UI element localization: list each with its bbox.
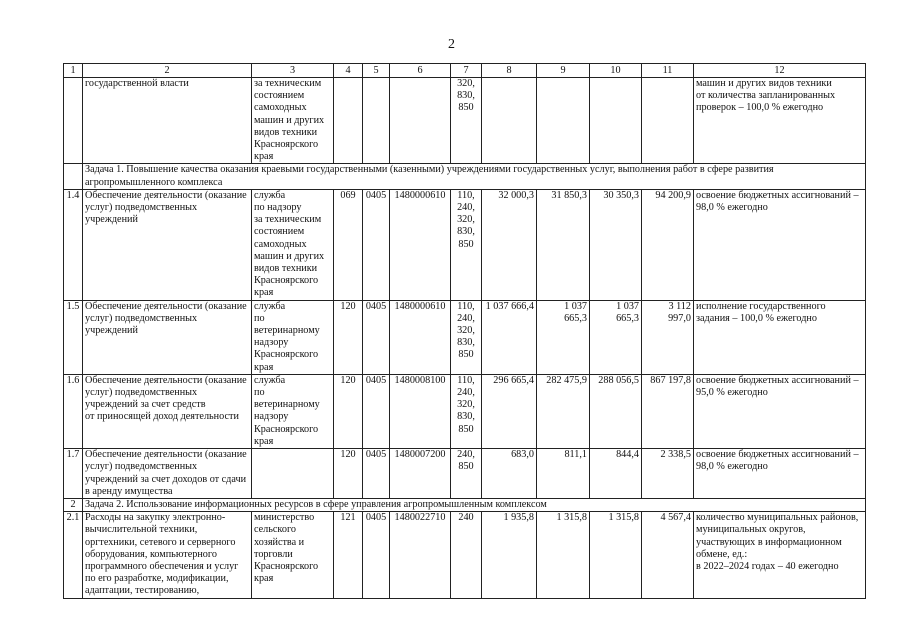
amount-total-cell: 4 567,4	[642, 512, 694, 598]
table-row	[64, 449, 866, 499]
column-number: 1	[64, 64, 83, 78]
section-code-cell: 0405	[363, 374, 390, 448]
target-article-code-cell: 1480007200	[390, 449, 451, 499]
executor-cell: служба по ветеринарному надзору Красноярского края	[252, 374, 334, 448]
activity-name-cell: Обеспечение деятельности (оказание услуг) подведомственных учреждений	[83, 189, 252, 300]
page-number: 2	[448, 37, 455, 52]
expense-type-code-cell: 110, 240, 320, 830, 850	[451, 374, 482, 448]
grbs-code-cell: 069	[334, 189, 363, 300]
grbs-code-cell: 121	[334, 512, 363, 598]
column-number: 10	[590, 64, 642, 78]
row-number-cell: 1.7	[64, 449, 83, 499]
amount-year-2-cell: 31 850,3	[537, 189, 590, 300]
grbs-code-cell: 120	[334, 300, 363, 374]
amount-year-3-cell	[590, 78, 642, 164]
amount-total-cell: 867 197,8	[642, 374, 694, 448]
grbs-code-cell	[334, 78, 363, 164]
task-row	[64, 164, 866, 189]
row-number-cell	[64, 78, 83, 164]
expense-type-code-cell: 240, 850	[451, 449, 482, 499]
column-number: 9	[537, 64, 590, 78]
task-title: Задача 2. Использование информационных ресурсов в сфере управления агропромышленным комплексом	[83, 498, 866, 511]
activity-name-cell: Обеспечение деятельности (оказание услуг) подведомственных учреждений за счет доходов от сдачи в аренду имущества	[83, 449, 252, 499]
activity-name-cell: Расходы на закупку электронно- вычислительной техники, оргтехники, сетевого и серверного оборудования, компьютерного программного обеспечения и услуг по его разработке, модификации, адаптации, тестированию,	[83, 512, 252, 598]
section-code-cell: 0405	[363, 512, 390, 598]
executor-cell: за техническим состоянием самоходных машин и других видов техники Красноярского края	[252, 78, 334, 164]
column-number: 3	[252, 64, 334, 78]
expense-type-code-cell: 240	[451, 512, 482, 598]
column-number: 5	[363, 64, 390, 78]
grbs-code-cell: 120	[334, 374, 363, 448]
task-number: 2	[64, 498, 83, 511]
section-code-cell: 0405	[363, 189, 390, 300]
activity-name-cell: Обеспечение деятельности (оказание услуг) подведомственных учреждений	[83, 300, 252, 374]
amount-year-2-cell: 282 475,9	[537, 374, 590, 448]
target-article-code-cell: 1480008100	[390, 374, 451, 448]
executor-cell	[252, 449, 334, 499]
table-row	[64, 189, 866, 300]
table-row	[64, 300, 866, 374]
row-number-cell: 1.5	[64, 300, 83, 374]
amount-year-1-cell: 683,0	[482, 449, 537, 499]
expected-result-cell: освоение бюджетных ассигнований – 98,0 % ежегодно	[694, 189, 866, 300]
amount-total-cell: 2 338,5	[642, 449, 694, 499]
column-number: 7	[451, 64, 482, 78]
section-code-cell	[363, 78, 390, 164]
table-row	[64, 374, 866, 448]
table-row	[64, 512, 866, 598]
amount-year-1-cell: 32 000,3	[482, 189, 537, 300]
amount-total-cell	[642, 78, 694, 164]
expense-type-code-cell: 320, 830, 850	[451, 78, 482, 164]
amount-year-1-cell: 1 935,8	[482, 512, 537, 598]
row-number-cell: 2.1	[64, 512, 83, 598]
column-number: 6	[390, 64, 451, 78]
target-article-code-cell: 1480022710	[390, 512, 451, 598]
task-number	[64, 164, 83, 189]
amount-year-1-cell	[482, 78, 537, 164]
expense-type-code-cell: 110, 240, 320, 830, 850	[451, 300, 482, 374]
executor-cell: служба по надзору за техническим состоянием самоходных машин и других видов техники Красноярского края	[252, 189, 334, 300]
column-number-row	[64, 64, 866, 78]
amount-year-2-cell	[537, 78, 590, 164]
executor-cell: министерство сельского хозяйства и торговли Красноярского края	[252, 512, 334, 598]
amount-year-2-cell: 1 315,8	[537, 512, 590, 598]
row-number-cell: 1.6	[64, 374, 83, 448]
program-activities-table	[63, 63, 866, 599]
expected-result-cell: освоение бюджетных ассигнований – 98,0 % ежегодно	[694, 449, 866, 499]
amount-year-3-cell: 1 037 665,3	[590, 300, 642, 374]
activity-name-cell: Обеспечение деятельности (оказание услуг) подведомственных учреждений за счет средств от приносящей доход деятельности	[83, 374, 252, 448]
task-row	[64, 498, 866, 511]
amount-total-cell: 3 112 997,0	[642, 300, 694, 374]
target-article-code-cell	[390, 78, 451, 164]
grbs-code-cell: 120	[334, 449, 363, 499]
column-number: 8	[482, 64, 537, 78]
amount-year-3-cell: 1 315,8	[590, 512, 642, 598]
amount-year-1-cell: 296 665,4	[482, 374, 537, 448]
amount-total-cell: 94 200,9	[642, 189, 694, 300]
expected-result-cell: исполнение государственного задания – 100,0 % ежегодно	[694, 300, 866, 374]
executor-cell: служба по ветеринарному надзору Красноярского края	[252, 300, 334, 374]
expected-result-cell: машин и других видов техники от количества запланированных проверок – 100,0 % ежегодно	[694, 78, 866, 164]
amount-year-3-cell: 30 350,3	[590, 189, 642, 300]
amount-year-3-cell: 844,4	[590, 449, 642, 499]
task-title: Задача 1. Повышение качества оказания краевыми государственными (казенными) учреждениями государственных услуг, выполнения работ в сфере развития агропромышленного комплекса	[83, 164, 866, 189]
section-code-cell: 0405	[363, 449, 390, 499]
activity-name-cell: государственной власти	[83, 78, 252, 164]
amount-year-3-cell: 288 056,5	[590, 374, 642, 448]
column-number: 11	[642, 64, 694, 78]
table-row	[64, 78, 866, 164]
section-code-cell: 0405	[363, 300, 390, 374]
target-article-code-cell: 1480000610	[390, 300, 451, 374]
column-number: 12	[694, 64, 866, 78]
column-number: 2	[83, 64, 252, 78]
target-article-code-cell: 1480000610	[390, 189, 451, 300]
amount-year-2-cell: 1 037 665,3	[537, 300, 590, 374]
row-number-cell: 1.4	[64, 189, 83, 300]
amount-year-1-cell: 1 037 666,4	[482, 300, 537, 374]
expected-result-cell: количество муниципальных районов, муниципальных округов, участвующих в информационном обмене, ед.: в 2022–2024 годах – 40 ежегодно	[694, 512, 866, 598]
amount-year-2-cell: 811,1	[537, 449, 590, 499]
expected-result-cell: освоение бюджетных ассигнований – 95,0 % ежегодно	[694, 374, 866, 448]
column-number: 4	[334, 64, 363, 78]
expense-type-code-cell: 110, 240, 320, 830, 850	[451, 189, 482, 300]
